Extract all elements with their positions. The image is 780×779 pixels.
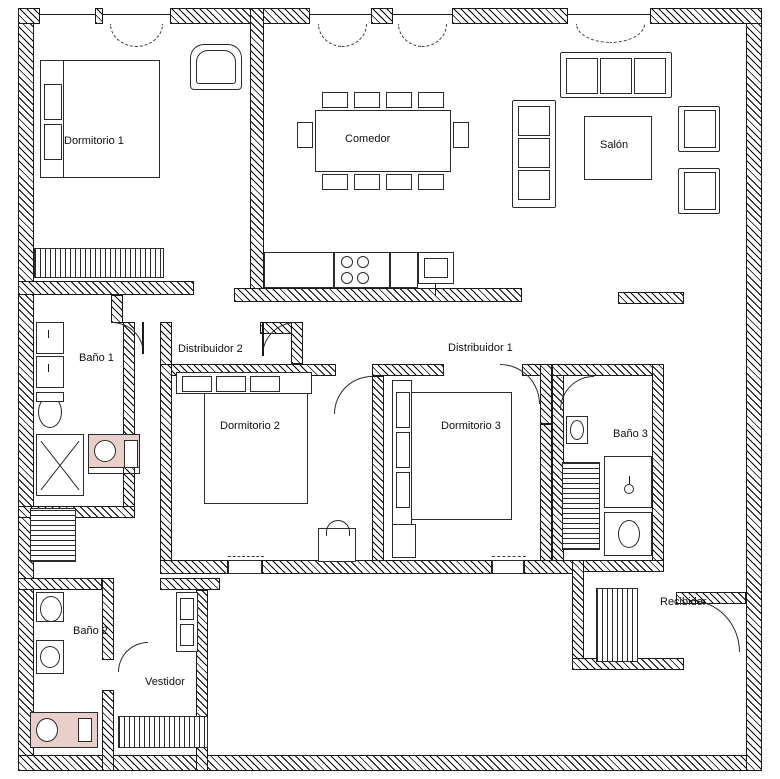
window-arc-2: [136, 24, 163, 47]
wall-bano2-top: [18, 578, 102, 590]
wall-bano2-right-upper: [102, 578, 114, 660]
wall-top-seg-1: [18, 8, 40, 24]
armchair-right-2-seat: [684, 172, 716, 210]
toilet-bano3: [618, 520, 640, 548]
bano1-fixture-1: [36, 322, 64, 354]
sofa-left-cushion-1: [518, 106, 550, 136]
chair-bottom-4: [418, 174, 444, 190]
detail-line-1: [552, 376, 553, 388]
radiator-bano1: [30, 508, 76, 562]
sofa-left-cushion-3: [518, 170, 550, 200]
chair-left-1: [297, 122, 313, 148]
wall-bano2-right-lower: [102, 690, 114, 771]
shower-riser-bano3: [629, 476, 630, 484]
window-top-2: [310, 14, 371, 15]
toilet-bano2: [40, 596, 62, 622]
wall-distribuidor2-left: [160, 322, 172, 368]
door-bedroom2[interactable]: [334, 376, 372, 414]
wall-horizontal-bedroom1: [18, 281, 194, 295]
bed-2: [204, 376, 308, 504]
pillow-2c: [250, 376, 280, 392]
chair-bottom-2: [354, 174, 380, 190]
bath-bowl-bano2: [36, 718, 58, 742]
hob-burner-4: [357, 272, 369, 284]
room-label-dormitorio-1: Dormitorio 1: [64, 135, 124, 147]
door-leaf-bano1: [142, 322, 144, 354]
pillow-3c: [396, 472, 410, 508]
hob-burner-1: [341, 256, 353, 268]
shower-drain-bano3: [624, 484, 634, 494]
pillow-2a: [182, 376, 212, 392]
bed-3: [408, 392, 512, 520]
wall-left-exterior: [18, 8, 34, 771]
wall-right-exterior: [746, 8, 762, 771]
chair-top-4: [418, 92, 444, 108]
kitchen-counter-left: [264, 252, 334, 288]
window-arc-7: [576, 24, 611, 43]
window-arc-1: [110, 24, 137, 47]
window-top-1: [103, 14, 170, 15]
wall-bano3-top: [552, 364, 664, 376]
shower-bano3: [604, 456, 652, 508]
hob-burner-2: [357, 256, 369, 268]
wall-bedroom3-right: [540, 364, 552, 424]
wall-top-seg-6: [650, 8, 762, 24]
radiator-bedroom1: [34, 248, 164, 278]
wall-bottom-bedrooms-2: [262, 560, 492, 574]
dashed-opening-1: [228, 556, 264, 557]
room-label-comedor: Comedor: [345, 133, 391, 145]
wardrobe-shelf-1: [180, 598, 194, 620]
pillow-3b: [396, 432, 410, 468]
room-label-distribuidor-1: Distribuidor 1: [448, 342, 513, 354]
radiator-bano3: [562, 462, 600, 550]
pillow-2b: [216, 376, 246, 392]
room-label-dormitorio-3: Dormitorio 3: [441, 420, 501, 432]
radiator-vestidor: [118, 716, 208, 748]
window-arc-8: [610, 24, 645, 43]
wall-vertical-bedroom1: [250, 8, 264, 293]
shower-bano1-cross: [37, 435, 83, 495]
window-arc-4: [342, 24, 367, 47]
wall-vestidor-top: [160, 578, 220, 590]
sofa-top-cushion-1: [566, 58, 598, 94]
bano1-cabinet: [124, 440, 138, 468]
room-label-bano-2: Baño 2: [73, 625, 108, 637]
room-label-bano-1: Baño 1: [79, 352, 114, 364]
room-label-distribuidor-2: Distribuidor 2: [178, 343, 243, 355]
sink-bowl-bano3: [570, 420, 584, 440]
window-arc-3: [318, 24, 343, 47]
kitchen-faucet: [435, 284, 436, 296]
bano2-cabinet: [78, 718, 92, 742]
wall-top-seg-4: [371, 8, 393, 24]
room-label-vestidor: Vestidor: [145, 676, 185, 688]
wall-top-seg-2: [95, 8, 103, 24]
door-bano2[interactable]: [118, 642, 148, 672]
wall-top-seg-5: [452, 8, 568, 24]
window-top-4: [568, 14, 650, 15]
sofa-top-cushion-3: [634, 58, 666, 94]
door-leaf-distribuidor2: [262, 322, 264, 356]
wall-recibidor-left: [572, 560, 584, 670]
wall-top-seg-3: [170, 8, 310, 24]
door-bano1[interactable]: [112, 322, 144, 354]
room-label-bano-3: Baño 3: [613, 428, 648, 440]
armchair-right-1-seat: [684, 110, 716, 148]
door-opening-bedroom2-bottom: [228, 560, 262, 574]
pillow-3a: [396, 392, 410, 428]
room-label-salon: Salón: [600, 139, 629, 151]
window-top-5: [40, 14, 95, 15]
wall-bedroom3-right-lower: [540, 424, 552, 572]
door-opening-bedroom3-bottom: [492, 560, 524, 574]
door-bano3[interactable]: [560, 376, 594, 410]
window-arc-6: [422, 24, 447, 47]
wall-horizontal-salon: [618, 292, 684, 304]
wall-bano3-right: [652, 364, 664, 566]
window-arc-5: [398, 24, 423, 47]
toilet-cistern-bano1: [36, 392, 64, 402]
sofa-top-cushion-2: [600, 58, 632, 94]
wall-horizontal-kitchen: [234, 288, 522, 302]
hob-burner-3: [341, 272, 353, 284]
room-label-recibidor: Recibidor: [660, 596, 707, 608]
bano1-fixture-2: [36, 356, 64, 388]
radiator-recibidor: [596, 588, 638, 662]
wall-bottom-exterior: [18, 755, 762, 771]
kitchen-counter-mid: [390, 252, 418, 288]
window-top-3: [393, 14, 452, 15]
chair-top-1: [322, 92, 348, 108]
armchair-bedroom1-seat: [196, 50, 236, 84]
nightstand-bedroom3: [392, 524, 416, 558]
bano1-tap-2: [48, 364, 49, 372]
kitchen-sink-basin: [424, 258, 448, 278]
bano1-tap-1: [48, 330, 49, 338]
chair-right-1: [453, 122, 469, 148]
wall-jamb-bano1: [111, 295, 123, 323]
sofa-left-cushion-2: [518, 138, 550, 168]
wall-bedroom3-top-left: [372, 364, 444, 376]
sink-bowl-bano2: [40, 646, 60, 668]
wall-bottom-bedrooms-1: [160, 560, 228, 574]
chair-bottom-1: [322, 174, 348, 190]
chair-top-3: [386, 92, 412, 108]
chair-top-2: [354, 92, 380, 108]
wardrobe-shelf-2: [180, 624, 194, 646]
wall-between-bedroom2-3: [372, 376, 384, 572]
chair-bedroom2: [326, 520, 350, 536]
pillow-1b: [44, 124, 62, 160]
room-label-dormitorio-2: Dormitorio 2: [220, 420, 280, 432]
pillow-1a: [44, 84, 62, 120]
chair-bottom-3: [386, 174, 412, 190]
wall-bedroom2-left: [160, 364, 172, 572]
dashed-opening-2: [492, 556, 526, 557]
